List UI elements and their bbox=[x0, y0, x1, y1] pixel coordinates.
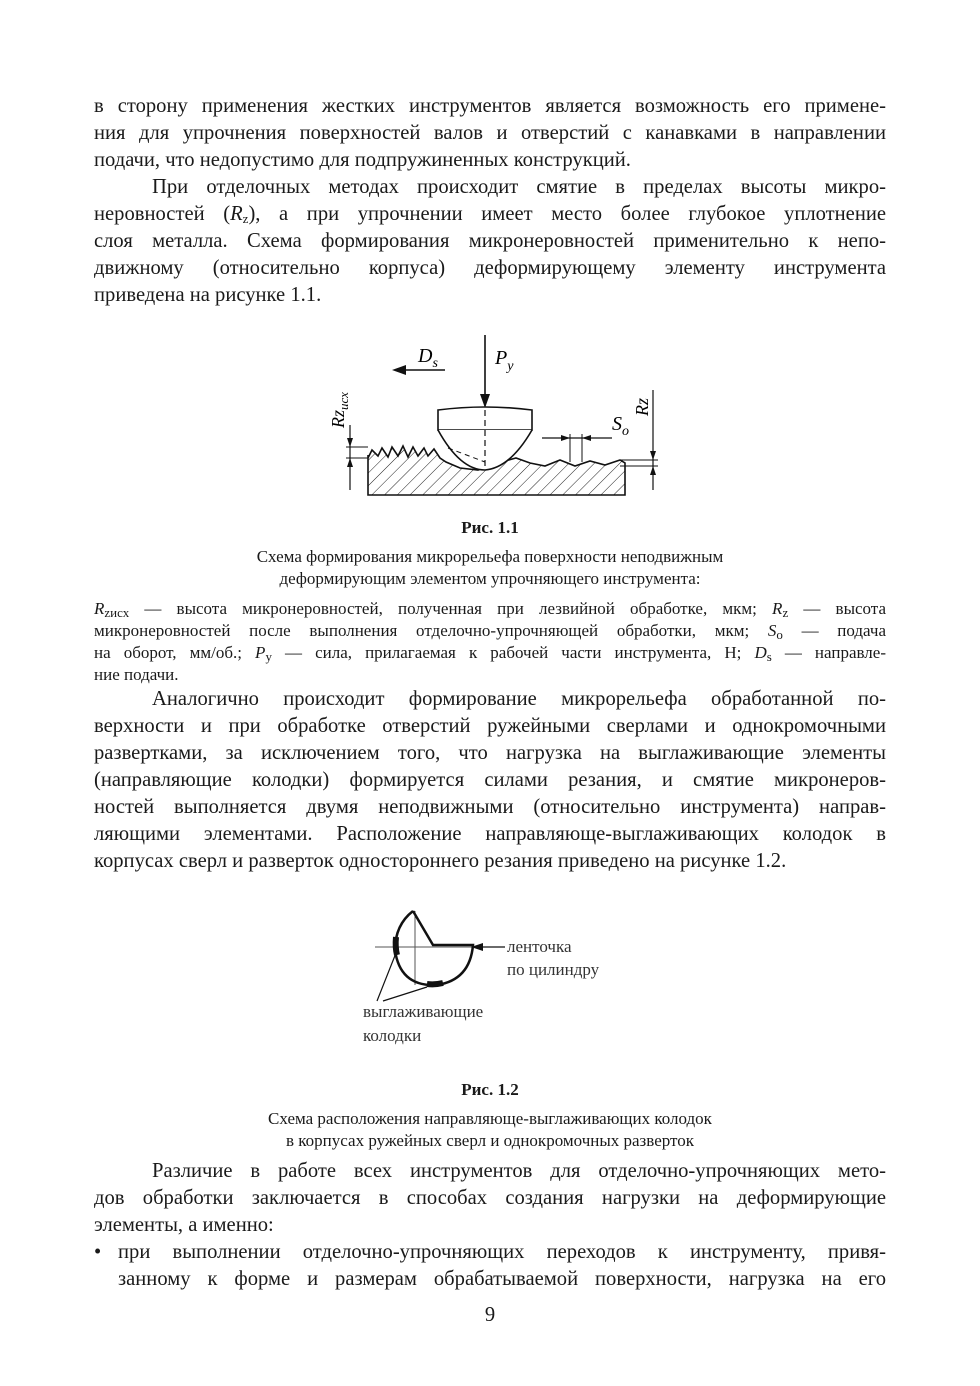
symbol: S bbox=[767, 621, 777, 640]
bullet-item bbox=[94, 1239, 886, 1293]
text-line: в сторону применения жестких инструментов является возможность его примене- bbox=[94, 95, 886, 117]
paragraph-1 bbox=[94, 93, 886, 174]
figure-1-2-title: Рис. 1.2 bbox=[461, 1080, 519, 1099]
figure-1-1-legend bbox=[94, 598, 886, 686]
paragraph-2 bbox=[94, 174, 886, 309]
subscript: s bbox=[766, 649, 772, 664]
text-span: — высота bbox=[788, 599, 886, 618]
label-rz: Rz bbox=[632, 398, 652, 416]
legend-line bbox=[94, 620, 886, 642]
text-line: ния для упрочнения поверхностей валов и отверстий с канавками в направлении bbox=[94, 122, 886, 144]
symbol-r: R bbox=[230, 203, 243, 225]
tool-contour bbox=[395, 911, 473, 985]
label-rzisx: $Rz_{исх}$ bbox=[328, 392, 351, 428]
text-line: развертками, за исключением того, что нагрузка на выглаживающие элементы bbox=[94, 742, 886, 764]
guide-pad-top bbox=[396, 937, 397, 955]
subscript: zисх bbox=[104, 605, 130, 620]
caption-line: Схема расположения направляюще-выглаживающих колодок bbox=[268, 1109, 712, 1128]
subscript: о bbox=[776, 627, 783, 642]
label-tape-line1: ленточка bbox=[507, 937, 572, 956]
caption-line: Схема формирования микрорельефа поверхности неподвижным bbox=[256, 547, 724, 566]
symbol: R bbox=[94, 599, 105, 618]
label-py: $P_y$ bbox=[495, 347, 514, 374]
symbol: R bbox=[772, 599, 783, 618]
caption-line: в корпусах ружейных сверл и однокромочных разверток bbox=[286, 1131, 694, 1150]
text-span: микронеровностей после выполнения отделочно-упрочняющей обработки, мкм; bbox=[94, 621, 768, 640]
subscript: z bbox=[782, 605, 789, 620]
caption-line: деформирующим элементом упрочняющего инструмента: bbox=[279, 569, 701, 588]
text-line: занному к форме и размерам обрабатываемой поверхности, нагрузка на его bbox=[118, 1268, 886, 1290]
figure-1-1-diagram bbox=[320, 330, 670, 505]
label-so: $S_o$ bbox=[612, 413, 629, 439]
pads-pointer-2 bbox=[383, 987, 427, 1001]
label-ds: $D_s$ bbox=[418, 345, 438, 371]
text-span: — направле- bbox=[771, 643, 886, 662]
subscript: у bbox=[265, 649, 272, 664]
so-arrow2 bbox=[582, 435, 591, 441]
text-line: (направляющие колодки) формируется силами резания, и смятие микронеров- bbox=[94, 769, 886, 791]
text-line: При отделочных методах происходит смятие в пределах высоты микро- bbox=[152, 176, 886, 198]
text-line: приведена на рисунке 1.1. bbox=[94, 284, 322, 306]
bullet-marker: • bbox=[94, 1241, 102, 1263]
text-line: ностей выполняется двумя неподвижными (относительно инструмента) направ- bbox=[94, 796, 886, 818]
text-line: подачи, что недопустимо для подпружиненных конструкций. bbox=[94, 149, 631, 171]
symbol: P bbox=[255, 643, 266, 662]
text-span: — сила, прилагаемая к рабочей части инструмента, Н; bbox=[271, 643, 755, 662]
symbol: D bbox=[754, 643, 767, 662]
text-line: при выполнении отделочно-упрочняющих переходов к инструменту, привя- bbox=[118, 1241, 886, 1263]
text-line: дов обработки заключается в способах создания нагрузки на деформирующие bbox=[94, 1187, 886, 1209]
paragraph-3 bbox=[94, 686, 886, 875]
figure-1-2-diagram bbox=[355, 905, 635, 1050]
rz-arrow bbox=[650, 451, 656, 460]
label-pads-line1: выглаживающие bbox=[363, 1002, 484, 1021]
text-span: неровностей ( bbox=[94, 203, 231, 225]
label-pads-line2: колодки bbox=[363, 1026, 422, 1045]
so-arrow bbox=[561, 435, 570, 441]
subscript: z bbox=[242, 211, 249, 226]
text-line: элементы, а именно: bbox=[94, 1214, 274, 1236]
bullet-text bbox=[118, 1239, 886, 1293]
feed-arrow-head bbox=[392, 365, 406, 375]
text-line: слоя металла. Схема формирования микронеровностей применительно к непо- bbox=[94, 230, 886, 252]
page-number: 9 bbox=[484, 1304, 496, 1326]
guide-pad-bottom bbox=[427, 983, 443, 984]
text-line: верхности и при обработке отверстий ружейными сверлами и однокромочными bbox=[94, 715, 886, 737]
paragraph-4 bbox=[94, 1158, 886, 1239]
text-line: корпусах сверл и разверток одностороннего резания приведено на рисунке 1.2. bbox=[94, 850, 787, 872]
label-tape-line2: по цилиндру bbox=[507, 960, 600, 979]
text-span: на оборот, мм/об.; bbox=[94, 643, 256, 662]
legend-line bbox=[94, 642, 886, 664]
rz-arrow2 bbox=[650, 466, 656, 475]
figure-1-1-caption bbox=[94, 546, 886, 590]
text-span: ), а при упрочнении имеет место более глубокое уплотнение bbox=[248, 203, 887, 225]
text-line: движному (относительно корпуса) деформирующему элементу инструмента bbox=[94, 257, 886, 279]
figure-1-1-title: Рис. 1.1 bbox=[461, 518, 519, 537]
legend-line bbox=[94, 598, 886, 620]
pads-pointer-1 bbox=[377, 953, 396, 1001]
text-span: — высота микронеровностей, полученная при лезвийной обработке, мкм; bbox=[129, 599, 773, 618]
rzisx-arrow bbox=[347, 438, 353, 447]
rzisx-arrow2 bbox=[347, 458, 353, 467]
text-span: — подача bbox=[782, 621, 886, 640]
legend-line: ние подачи. bbox=[94, 665, 179, 684]
text-line bbox=[94, 201, 886, 228]
text-line: Аналогично происходит формирование микрорельефа обработанной по- bbox=[152, 688, 886, 710]
figure-1-2-caption bbox=[94, 1108, 886, 1152]
text-line: ляющими элементами. Расположение направляюще-выглаживающих колодок в bbox=[94, 823, 886, 845]
text-line: Различие в работе всех инструментов для отделочно-упрочняющих мето- bbox=[152, 1160, 886, 1182]
